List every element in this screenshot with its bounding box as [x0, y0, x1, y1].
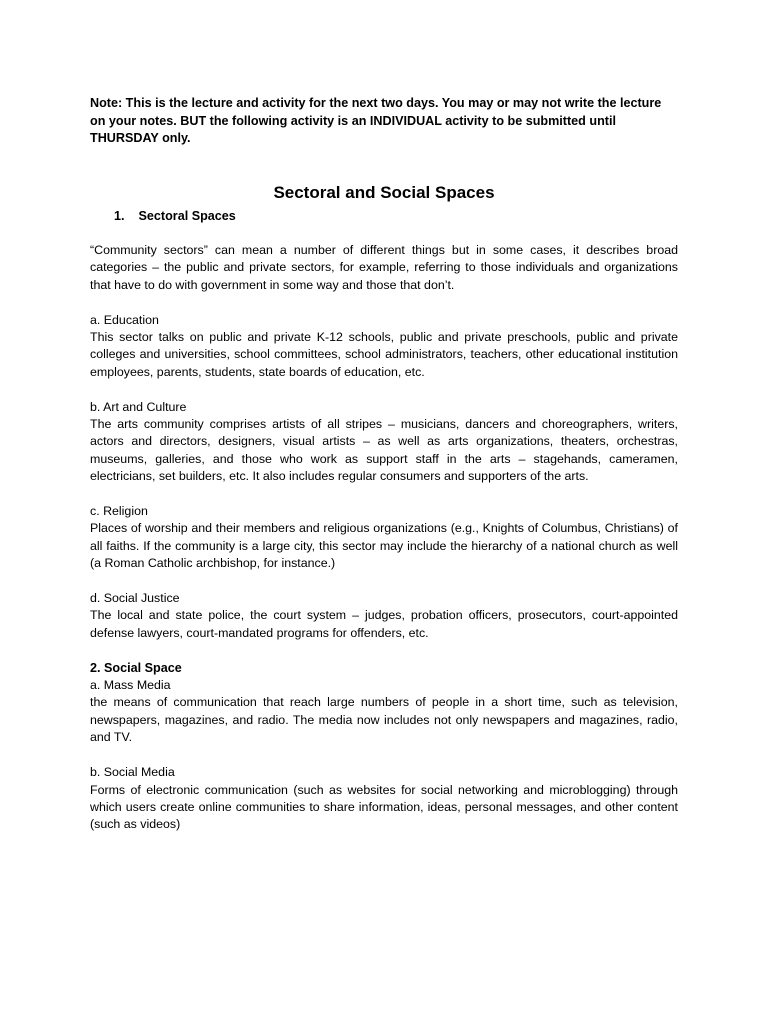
document-title: Sectoral and Social Spaces — [273, 182, 495, 202]
social-social-media — [90, 764, 678, 834]
social-mass-media-text: the means of communication that reach large numbers of people in a short time, such as television, newspapers, magazines, and radio. The media now includes not only newspapers and magazines, radio, and TV. — [90, 695, 678, 745]
social-mass-media-label: a. Mass Media — [90, 678, 171, 693]
section-1-intro: “Community sectors” can mean a number of different things but in some cases, it describes broad categories – the public and private sectors, for example, referring to those individuals and organizations that have to do with government in some way and those that don’t. — [90, 243, 678, 292]
social-social-media-text: Forms of electronic communication (such as websites for social networking and microblogging) through which users create online communities to share information, ideas, personal messages, and other content (such as videos) — [90, 782, 678, 832]
social-social-media-label: b. Social Media — [90, 765, 175, 780]
sector-education-label: a. Education — [90, 312, 159, 327]
sector-social-justice-label: d. Social Justice — [90, 591, 180, 606]
instruction-note: Note: This is the lecture and activity for the next two days. You may or may not write the lecture on your notes. BUT the following activity is an INDIVIDUAL activity to be submitted until THURSDAY only. — [90, 96, 662, 145]
sector-education — [90, 312, 678, 382]
sector-art-culture-text: The arts community comprises artists of all stripes – musicians, dancers and choreographers, writers, actors and directors, designers, visual artists – as well as arts organizations, theaters, orchestras, museums, galleries, and those who work as support staff in the arts – stagehands, cameramen, electricians, set builders, etc. It also includes regular consumers and supporters of the arts. — [90, 417, 678, 484]
sector-art-culture-label: b. Art and Culture — [90, 399, 187, 414]
section-1-number: 1. — [114, 208, 125, 223]
sector-education-text: This sector talks on public and private K-12 schools, public and private preschools, public and private colleges and universities, school committees, school administrators, teachers, other educational institution employees, parents, students, state boards of education, etc. — [90, 330, 678, 379]
sector-art-culture — [90, 399, 678, 486]
sector-religion-label: c. Religion — [90, 504, 148, 519]
section-1-label: Sectoral Spaces — [138, 208, 236, 223]
social-mass-media — [90, 677, 678, 747]
section-1-heading — [90, 208, 678, 226]
sector-religion — [90, 503, 678, 573]
section-2-heading: 2. Social Space — [90, 660, 182, 675]
sector-religion-text: Places of worship and their members and religious organizations (e.g., Knights of Columbus, Christians) of all faiths. If the community is a large city, this sector may include the hierarchy of a national church as well (a Roman Catholic archbishop, for instance.) — [90, 521, 678, 571]
sector-social-justice — [90, 590, 678, 642]
sector-social-justice-text: The local and state police, the court system – judges, probation officers, prosecutors, court-appointed defense lawyers, court-mandated programs for offenders, etc. — [90, 608, 678, 640]
